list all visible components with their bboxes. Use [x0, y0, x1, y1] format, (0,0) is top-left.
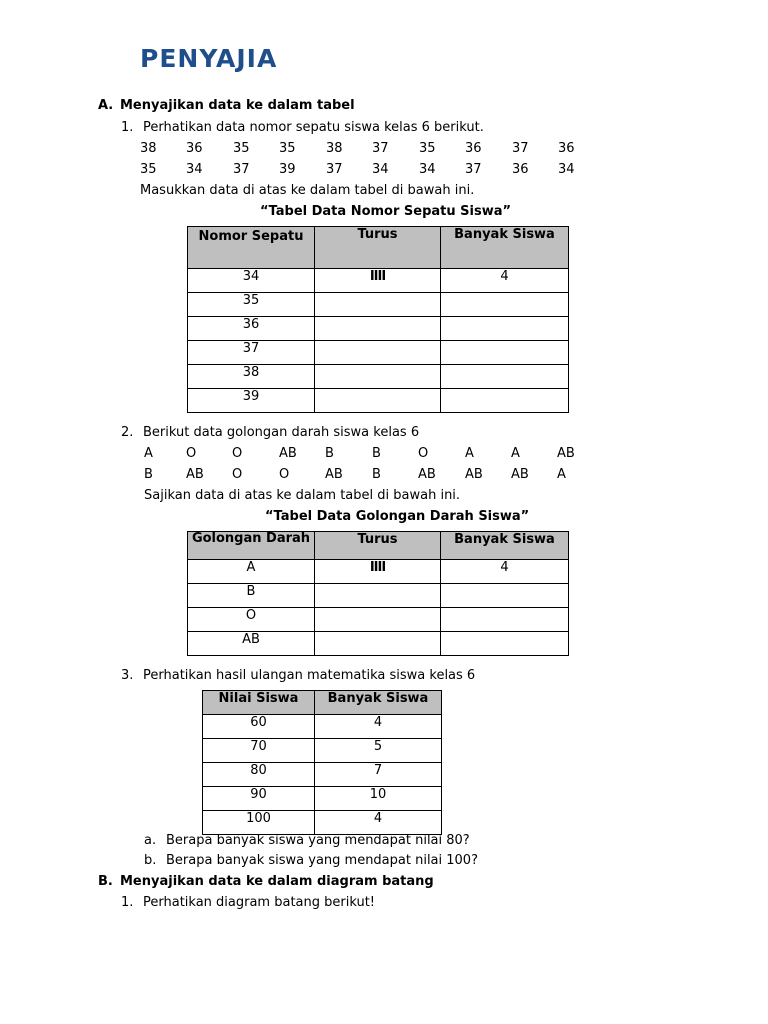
question-2-text: Berikut data golongan darah siswa kelas 6 — [143, 425, 420, 440]
column-header: Nomor Sepatu — [188, 227, 315, 269]
table-row — [188, 269, 569, 293]
data-value: AB — [511, 467, 529, 482]
data-value: A — [144, 446, 153, 461]
question-2 — [121, 425, 419, 440]
count-cell[interactable] — [441, 389, 569, 413]
data-value: O — [418, 446, 429, 461]
question-3a — [144, 833, 470, 848]
tally-cell[interactable] — [315, 389, 441, 413]
table-cell: 37 — [188, 341, 315, 365]
data-value: 36 — [512, 162, 529, 177]
table-cell: 80 — [203, 763, 315, 787]
table-cell: 39 — [188, 389, 315, 413]
tally-cell[interactable] — [315, 365, 441, 389]
table-cell: 4 — [315, 715, 442, 739]
blood-type-table — [187, 531, 569, 656]
count-cell[interactable] — [441, 608, 569, 632]
math-score-table — [202, 690, 442, 835]
tally-cell[interactable]: IIII — [315, 560, 441, 584]
data-value: 34 — [372, 162, 389, 177]
table-2-caption: “Tabel Data Golongan Darah Siswa” — [265, 509, 530, 524]
table-cell: O — [188, 608, 315, 632]
section-b-text: Menyajikan data ke dalam diagram batang — [120, 874, 434, 889]
tally-cell[interactable] — [315, 317, 441, 341]
table-row — [203, 811, 442, 835]
table-row — [203, 787, 442, 811]
column-header: Golongan Darah — [188, 532, 315, 560]
data-value: 37 — [372, 141, 389, 156]
column-header: Turus — [315, 227, 441, 269]
data-value: AB — [465, 467, 483, 482]
table-cell: 90 — [203, 787, 315, 811]
data-value: 34 — [558, 162, 575, 177]
data-value: A — [557, 467, 566, 482]
table-row — [203, 715, 442, 739]
data-value: 39 — [279, 162, 296, 177]
table-row — [203, 739, 442, 763]
data-value: 34 — [186, 162, 203, 177]
data-value: 36 — [558, 141, 575, 156]
table-cell: 4 — [315, 811, 442, 835]
question-3a-label: a. — [144, 833, 157, 848]
page-title: PENYAJIA — [140, 44, 278, 73]
table-row — [188, 584, 569, 608]
data-value: 36 — [186, 141, 203, 156]
section-a-text: Menyajikan data ke dalam tabel — [120, 98, 355, 113]
column-header: Nilai Siswa — [203, 691, 315, 715]
table-cell: 60 — [203, 715, 315, 739]
table-1-caption: “Tabel Data Nomor Sepatu Siswa” — [260, 204, 512, 219]
table-cell: 34 — [188, 269, 315, 293]
data-value: B — [372, 467, 381, 482]
data-value: 35 — [140, 162, 157, 177]
tally-cell[interactable] — [315, 341, 441, 365]
count-cell[interactable]: 4 — [441, 269, 569, 293]
data-value: 38 — [140, 141, 157, 156]
table-row — [203, 763, 442, 787]
data-value: O — [279, 467, 290, 482]
table-cell: 70 — [203, 739, 315, 763]
section-b-heading — [98, 874, 434, 889]
data-value: A — [511, 446, 520, 461]
table-row — [188, 608, 569, 632]
data-value: 34 — [419, 162, 436, 177]
data-value: 36 — [465, 141, 482, 156]
section-b-question-1 — [121, 895, 375, 910]
data-value: AB — [557, 446, 575, 461]
data-value: B — [372, 446, 381, 461]
tally-cell[interactable] — [315, 608, 441, 632]
question-3a-text: Berapa banyak siswa yang mendapat nilai 80? — [166, 833, 470, 848]
table-cell: 5 — [315, 739, 442, 763]
data-value: AB — [325, 467, 343, 482]
data-value: O — [232, 446, 243, 461]
data-value: 37 — [326, 162, 343, 177]
table-cell: AB — [188, 632, 315, 656]
table-row — [188, 632, 569, 656]
count-cell[interactable] — [441, 632, 569, 656]
table-cell: 38 — [188, 365, 315, 389]
question-3b-label: b. — [144, 853, 157, 868]
question-3b-text: Berapa banyak siswa yang mendapat nilai 100? — [166, 853, 478, 868]
tally-cell[interactable] — [315, 584, 441, 608]
column-header: Turus — [315, 532, 441, 560]
table-row — [188, 389, 569, 413]
data-value: 37 — [233, 162, 250, 177]
tally-cell[interactable]: IIII — [315, 269, 441, 293]
data-value: 35 — [419, 141, 436, 156]
table-row — [188, 560, 569, 584]
question-2-number: 2. — [121, 425, 134, 440]
table-cell: 7 — [315, 763, 442, 787]
count-cell[interactable]: 4 — [441, 560, 569, 584]
table-cell: 36 — [188, 317, 315, 341]
question-1-number: 1. — [121, 120, 134, 135]
data-value: B — [325, 446, 334, 461]
data-value: AB — [418, 467, 436, 482]
column-header: Banyak Siswa — [441, 532, 569, 560]
table-cell: A — [188, 560, 315, 584]
section-a-heading — [98, 98, 355, 113]
data-value: AB — [186, 467, 204, 482]
data-value: B — [144, 467, 153, 482]
data-value: O — [186, 446, 197, 461]
table-row — [188, 341, 569, 365]
section-b-question-1-text: Perhatikan diagram batang berikut! — [143, 895, 376, 910]
section-b-question-1-number: 1. — [121, 895, 134, 910]
table-row — [188, 293, 569, 317]
count-cell[interactable] — [441, 584, 569, 608]
data-value: 35 — [279, 141, 296, 156]
table-cell: 35 — [188, 293, 315, 317]
data-value: A — [465, 446, 474, 461]
section-b-label: B. — [98, 874, 113, 889]
count-cell[interactable] — [441, 341, 569, 365]
question-3-number: 3. — [121, 668, 134, 683]
count-cell[interactable] — [441, 293, 569, 317]
table-row — [188, 365, 569, 389]
data-value: 35 — [233, 141, 250, 156]
table-row — [188, 317, 569, 341]
data-value: O — [232, 467, 243, 482]
data-value: 38 — [326, 141, 343, 156]
count-cell[interactable] — [441, 317, 569, 341]
tally-cell[interactable] — [315, 293, 441, 317]
question-3 — [121, 668, 475, 683]
table-header-row — [188, 532, 569, 560]
question-2-instruction: Sajikan data di atas ke dalam tabel di bawah ini. — [144, 488, 461, 503]
table-header-row — [188, 227, 569, 269]
question-3b — [144, 853, 478, 868]
column-header: Banyak Siswa — [315, 691, 442, 715]
question-1 — [121, 120, 484, 135]
table-header-row — [203, 691, 442, 715]
data-value: 37 — [465, 162, 482, 177]
table-cell: 10 — [315, 787, 442, 811]
question-3-text: Perhatikan hasil ulangan matematika siswa kelas 6 — [143, 668, 476, 683]
section-a-label: A. — [98, 98, 114, 113]
table-cell: B — [188, 584, 315, 608]
shoe-size-table — [187, 226, 569, 413]
question-1-text: Perhatikan data nomor sepatu siswa kelas 6 berikut. — [143, 120, 484, 135]
question-1-instruction: Masukkan data di atas ke dalam tabel di bawah ini. — [140, 183, 475, 198]
count-cell[interactable] — [441, 365, 569, 389]
data-value: AB — [279, 446, 297, 461]
table-cell: 100 — [203, 811, 315, 835]
column-header: Banyak Siswa — [441, 227, 569, 269]
tally-cell[interactable] — [315, 632, 441, 656]
data-value: 37 — [512, 141, 529, 156]
